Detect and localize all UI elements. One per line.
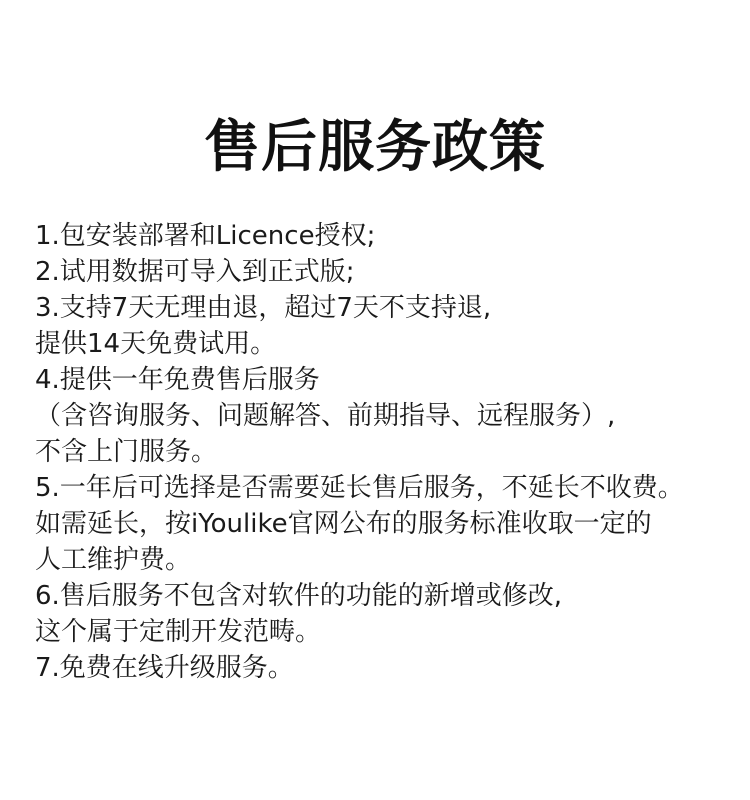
policy-line-8: 5.一年后可选择是否需要延长售后服务，不延长不收费。	[35, 473, 684, 503]
policy-line-7: 不含上门服务。	[35, 437, 218, 467]
policy-line-5: 4.提供一年免费售后服务	[35, 365, 320, 395]
policy-line-3: 3.支持7天无理由退，超过7天不支持退,	[35, 293, 492, 323]
policy-line-1: 1.包安装部署和Licence授权;	[35, 221, 376, 251]
policy-line-6: （含咨询服务、问题解答、前期指导、远程服务）,	[35, 401, 616, 431]
policy-line-2: 2.试用数据可导入到正式版;	[35, 257, 355, 287]
policy-line-12: 这个属于定制开发范畴。	[35, 617, 322, 647]
policy-line-4: 提供14天免费试用。	[35, 329, 277, 359]
policy-line-13: 7.免费在线升级服务。	[35, 653, 294, 683]
policy-list	[35, 218, 735, 686]
policy-line-11: 6.售后服务不包含对软件的功能的新增或修改,	[35, 581, 563, 611]
page-title: 售后服务政策	[204, 115, 546, 180]
policy-line-9: 如需延长，按iYoulike官网公布的服务标准收取一定的	[35, 509, 652, 539]
policy-line-10: 人工维护费。	[35, 545, 192, 575]
